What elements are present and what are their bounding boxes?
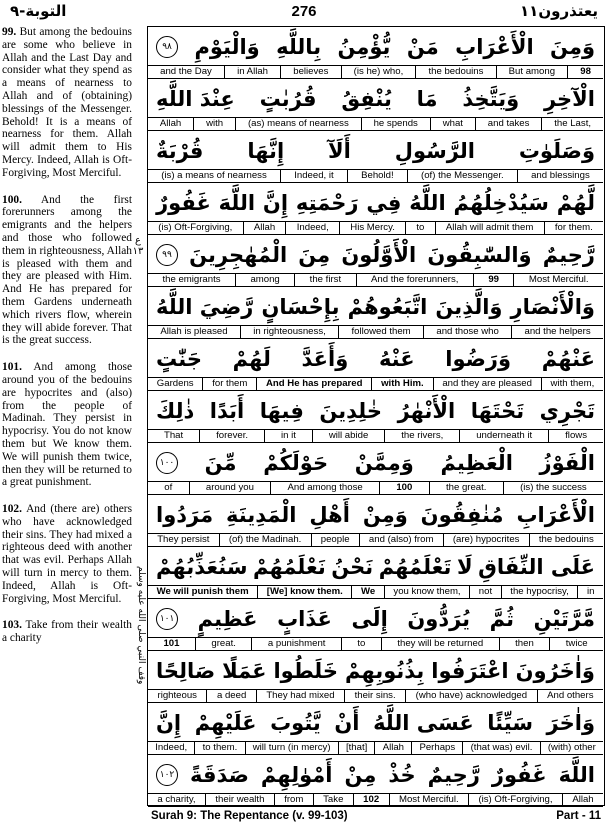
english-gloss-cell: great. bbox=[196, 638, 252, 650]
arabic-word: ذٰلِكَ bbox=[156, 399, 195, 423]
english-gloss-cell: 98 bbox=[580, 66, 591, 77]
english-gloss-cell: That bbox=[148, 430, 200, 442]
arabic-word: الْعَظِيمُ bbox=[440, 451, 513, 475]
english-gloss-cell: a punishment bbox=[252, 638, 342, 650]
english-gloss-cell: (is he) who, bbox=[342, 66, 417, 78]
arabic-word: أَمْوٰلِهِمْ bbox=[260, 763, 333, 787]
english-gloss-cell: believes bbox=[281, 66, 341, 78]
commentary-verse-103: 103. Take from their wealth a charity bbox=[2, 619, 132, 645]
english-gloss-cell: Behold! bbox=[348, 170, 408, 182]
english-gloss-cell: the bedouins bbox=[538, 534, 594, 545]
english-gloss-cell: 101 bbox=[148, 638, 196, 650]
english-gloss-cell: and those who bbox=[424, 326, 512, 338]
english-gloss-cell: And the forerunners, bbox=[357, 274, 474, 286]
arabic-word: وَمِمَّنْ bbox=[354, 451, 414, 475]
english-gloss-cell: flows bbox=[565, 430, 587, 441]
english-gloss-cell: with Him. bbox=[372, 378, 433, 390]
english-gloss-cell: their wealth bbox=[206, 794, 275, 806]
arabic-word: الْأَنْهٰرُ bbox=[397, 399, 456, 423]
arabic-line bbox=[148, 443, 603, 483]
english-gloss-cell: They had mixed bbox=[257, 690, 345, 702]
arabic-line bbox=[148, 235, 603, 275]
english-gloss-cell: with them, bbox=[550, 378, 595, 389]
english-gloss-cell: what bbox=[431, 118, 476, 130]
arabic-word: رَّحِيمٌ bbox=[427, 763, 480, 787]
arabic-word: مِنْ bbox=[344, 763, 377, 787]
arabic-word: وَيَتَّخِذُ bbox=[462, 87, 520, 111]
english-gloss-cell: among bbox=[236, 274, 295, 286]
arabic-word: وَالَّذِينَ bbox=[435, 295, 503, 319]
surah-label: التوبة-٩ bbox=[10, 2, 67, 20]
english-gloss-cell: Allah will admit them bbox=[436, 222, 545, 234]
english-gloss-cell: 99 bbox=[474, 274, 515, 286]
arabic-word: حَوْلَكُمْ bbox=[263, 451, 329, 475]
english-gloss-cell: 102 bbox=[354, 794, 390, 806]
english-gloss-line bbox=[148, 429, 603, 443]
arabic-word: أَبَدًا bbox=[209, 399, 245, 423]
arabic-word: يَّتُوبَ bbox=[270, 711, 321, 735]
arabic-line bbox=[148, 287, 603, 327]
juz-label: يعتذرون١١ bbox=[520, 2, 598, 20]
arabic-word: إِنَّ bbox=[262, 191, 289, 215]
english-gloss-cell: Allah bbox=[148, 118, 194, 130]
arabic-word: مُنٰفِقُونَ bbox=[420, 503, 504, 527]
english-gloss-line bbox=[148, 377, 603, 391]
english-gloss-cell: and they are pleased bbox=[434, 378, 542, 390]
arabic-word: بِاللَّهِ bbox=[276, 35, 322, 59]
english-gloss-cell: and takes bbox=[476, 118, 542, 130]
english-gloss-cell: And others bbox=[547, 690, 594, 701]
arabic-line bbox=[148, 755, 603, 795]
english-gloss-cell: [We] know them. bbox=[258, 586, 352, 598]
arabic-word: فِيهَا bbox=[259, 399, 304, 423]
arabic-line bbox=[148, 27, 603, 67]
arabic-word: وَالْأَنْصَارِ bbox=[510, 295, 595, 319]
arabic-word: اتَّبَعُوهُمْ bbox=[347, 295, 428, 319]
arabic-word: يُرَدُّونَ bbox=[407, 607, 471, 631]
english-gloss-cell: Allah bbox=[244, 222, 287, 234]
english-gloss-cell: in Allah bbox=[225, 66, 281, 78]
english-gloss-cell: We will punish them bbox=[148, 586, 258, 598]
ayah-number-marker: ١٠٠ bbox=[156, 452, 178, 474]
arabic-line bbox=[148, 131, 603, 171]
arabic-word: أَلَآ bbox=[328, 139, 351, 163]
arabic-word: مَنْ bbox=[406, 35, 439, 59]
english-gloss-cell: you know them, bbox=[385, 586, 470, 598]
arabic-word: الْأَعْرَابِ bbox=[516, 503, 595, 527]
ayah-number-marker: ١٠٢ bbox=[156, 764, 178, 786]
word-by-word-frame bbox=[147, 26, 605, 806]
commentary-verse-101: 101. And among those around you of the bedouins are hypocrites and (also) from the people of Madinah. They persist in hypocrisy. You do not know them but We know them. We will punish them twice, then they will be returned to a great punishment. bbox=[2, 361, 133, 489]
arabic-word: الرَّسُولِ bbox=[394, 139, 475, 163]
english-gloss-line bbox=[148, 325, 603, 339]
arabic-word: رَّضِيَ اللَّهُ bbox=[156, 295, 254, 319]
arabic-word: تَحْتَهَا bbox=[470, 399, 525, 423]
arabic-word: الْأَعْرَابِ bbox=[455, 35, 534, 59]
arabic-word: عِنْدَ اللَّهِ bbox=[156, 87, 235, 111]
english-gloss-line bbox=[148, 637, 603, 651]
arabic-word: عَلَى النِّفَاقِ bbox=[478, 555, 595, 579]
arabic-line bbox=[148, 599, 603, 639]
english-gloss-cell: the first bbox=[295, 274, 356, 286]
english-gloss-cell: (of) the Madinah. bbox=[220, 534, 312, 546]
ayah-number-marker: ١٠١ bbox=[156, 608, 178, 630]
arabic-word: قُرْبَةٌ bbox=[156, 139, 204, 163]
english-gloss-cell: the Last, bbox=[554, 118, 592, 129]
arabic-word: سَيُدْخِلُهُمُ bbox=[453, 191, 549, 215]
english-gloss-cell: people bbox=[312, 534, 360, 546]
commentary-verse-100: 100. And the first forerunners among the emigrants and the helpers and those who followed them in righteousness, Allah is pleased with them and they are pleased with Him. And He has prepared for them Gardens underneath which rivers flow, wherein they will abide forever. That is the great success. bbox=[2, 193, 133, 347]
english-gloss-cell: and the helpers bbox=[524, 326, 591, 337]
english-gloss-line bbox=[148, 221, 603, 235]
english-gloss-line bbox=[148, 585, 603, 599]
english-gloss-cell: Most Merciful. bbox=[528, 274, 589, 285]
english-gloss-cell: in righteousness, bbox=[241, 326, 339, 338]
arabic-word: عَسَى اللَّهُ bbox=[373, 711, 474, 735]
english-gloss-cell: And He has prepared bbox=[257, 378, 372, 390]
english-gloss-cell: the great. bbox=[430, 482, 504, 494]
commentary-verse-102: 102. And (there are) others who have acknowledged their sins. They had mixed a righteous deed with another that was evil. Perhaps Allah will turn in mercy to them. Indeed, Allah is Oft-Forgiving, Most Merciful. bbox=[2, 503, 132, 605]
arabic-line bbox=[148, 547, 603, 587]
english-gloss-cell: from bbox=[275, 794, 314, 806]
english-gloss-cell: a deed bbox=[207, 690, 256, 702]
translation-column bbox=[2, 26, 132, 806]
arabic-word: عَظِيمٍ bbox=[197, 607, 258, 631]
ruku-mark: ع ١٣ bbox=[132, 235, 144, 257]
arabic-word: خَلَطُوا bbox=[273, 659, 339, 683]
arabic-line bbox=[148, 183, 603, 223]
arabic-word: الْفَوْزُ bbox=[539, 451, 595, 475]
arabic-word: ثُمَّ bbox=[489, 607, 514, 631]
english-gloss-cell: underneath it bbox=[460, 430, 549, 442]
arabic-word: صَالِحًا bbox=[156, 659, 216, 683]
english-gloss-cell: 100 bbox=[380, 482, 430, 494]
arabic-word: الْأَوَّلُونَ bbox=[341, 243, 417, 267]
arabic-word: أَنْ bbox=[334, 711, 360, 735]
english-gloss-cell: will turn (in mercy) bbox=[246, 742, 339, 754]
arabic-word: اللَّهَ bbox=[558, 763, 595, 787]
english-gloss-cell: We bbox=[352, 586, 384, 598]
arabic-word: سَنُعَذِّبُهُمْ bbox=[156, 555, 248, 579]
arabic-word: نَعْلَمُهُمْ bbox=[253, 555, 326, 579]
english-gloss-line bbox=[148, 273, 603, 287]
arabic-word: تَعْلَمُهُمْ bbox=[378, 555, 452, 579]
arabic-word: إِلَى bbox=[351, 607, 388, 631]
arabic-word: إِنَّهَا bbox=[247, 139, 285, 163]
arabic-word: يُّؤْمِنُ bbox=[337, 35, 391, 59]
arabic-word: رَّحِيمٌ bbox=[542, 243, 595, 267]
english-gloss-cell: and (also) from bbox=[360, 534, 444, 546]
arabic-word: عَمَلًا bbox=[222, 659, 267, 683]
arabic-word: الْآخِرِ bbox=[543, 87, 595, 111]
english-gloss-cell: with bbox=[194, 118, 236, 130]
english-gloss-cell: to bbox=[342, 638, 382, 650]
english-gloss-line bbox=[148, 793, 603, 807]
english-gloss-line bbox=[148, 533, 603, 547]
arabic-word: رَحْمَتِهِ bbox=[295, 191, 359, 215]
english-gloss-cell: the emigrants bbox=[148, 274, 236, 286]
english-gloss-cell: a charity, bbox=[148, 794, 206, 806]
arabic-word: مَرَدُوا bbox=[156, 503, 214, 527]
english-gloss-cell: will abide bbox=[313, 430, 385, 442]
english-gloss-cell: His Mercy. bbox=[340, 222, 406, 234]
arabic-word: أَهْلِ bbox=[309, 503, 350, 527]
arabic-word: وَالْيَوْمِ bbox=[194, 35, 260, 59]
page-footer bbox=[147, 808, 605, 826]
english-gloss-cell: forever. bbox=[200, 430, 265, 442]
english-gloss-line bbox=[148, 689, 603, 703]
arabic-word: لَا bbox=[456, 555, 473, 579]
english-gloss-cell: to them. bbox=[195, 742, 245, 754]
arabic-line bbox=[148, 79, 603, 119]
english-gloss-line bbox=[148, 741, 603, 755]
english-gloss-cell: the hypocrisy, bbox=[502, 586, 579, 598]
english-gloss-line bbox=[148, 65, 603, 79]
footer-title: Surah 9: The Repentance (v. 99-103) bbox=[151, 810, 348, 822]
arabic-word: وَمِنَ bbox=[550, 35, 595, 59]
english-gloss-line bbox=[148, 481, 603, 495]
english-gloss-cell: the bedouins bbox=[416, 66, 496, 78]
arabic-word: وَأَعَدَّ bbox=[301, 347, 349, 371]
arabic-word: الْمَدِينَةِ bbox=[226, 503, 297, 527]
english-gloss-cell: (is) Oft-Forgiving, bbox=[469, 794, 563, 806]
arabic-word: وَالسّٰبِقُونَ bbox=[427, 243, 532, 267]
english-gloss-cell: (is) the success bbox=[520, 482, 587, 493]
english-gloss-cell: and blessings bbox=[531, 170, 590, 181]
english-gloss-cell: the rivers, bbox=[385, 430, 460, 442]
english-gloss-cell: righteous bbox=[148, 690, 207, 702]
arabic-word: خُذْ bbox=[388, 763, 416, 787]
english-gloss-line bbox=[148, 117, 603, 131]
arabic-line bbox=[148, 391, 603, 431]
arabic-word: عَنْهُ bbox=[378, 347, 415, 371]
english-gloss-cell: (as) means of nearness bbox=[236, 118, 362, 130]
arabic-word: سَيِّئًا bbox=[487, 711, 533, 735]
arabic-word: اللَّهُ bbox=[409, 191, 446, 215]
english-gloss-cell: Indeed, it bbox=[281, 170, 348, 182]
english-gloss-cell: to bbox=[406, 222, 436, 234]
english-gloss-cell: (is) a means of nearness bbox=[148, 170, 281, 182]
arabic-word: اعْتَرَفُوا bbox=[431, 659, 509, 683]
english-gloss-cell: Allah bbox=[572, 794, 594, 805]
page-number: 276 bbox=[291, 3, 317, 20]
ayah-number-marker: ٩٨ bbox=[156, 36, 178, 58]
english-gloss-cell: (who have) acknowledged bbox=[406, 690, 537, 702]
arabic-word: بِإِحْسَانٍ bbox=[261, 295, 340, 319]
english-gloss-cell: in it bbox=[265, 430, 313, 442]
english-gloss-cell: [that] bbox=[339, 742, 376, 754]
arabic-word: مِنَ bbox=[298, 243, 331, 267]
english-gloss-cell: then bbox=[500, 638, 551, 650]
ayah-number-marker: ٩٩ bbox=[156, 244, 178, 266]
english-gloss-cell: twice bbox=[565, 638, 588, 649]
footer-part: Part - 11 bbox=[556, 810, 601, 822]
arabic-word: عَنْهُمْ bbox=[541, 347, 595, 371]
arabic-word: بِذُنُوبِهِمْ bbox=[345, 659, 425, 683]
english-gloss-cell: Perhaps bbox=[412, 742, 463, 754]
arabic-line bbox=[148, 651, 603, 691]
english-gloss-cell: around you bbox=[190, 482, 272, 494]
english-gloss-cell: And among those bbox=[271, 482, 380, 494]
arabic-word: جَنّٰتٍ bbox=[156, 347, 202, 371]
arabic-line bbox=[148, 339, 603, 379]
english-gloss-cell: (with) other bbox=[547, 742, 596, 753]
english-gloss-line bbox=[148, 169, 603, 183]
english-gloss-cell: for them. bbox=[554, 222, 593, 233]
arabic-word: قُرُبٰتٍ bbox=[259, 87, 317, 111]
english-gloss-cell: Allah is pleased bbox=[148, 326, 241, 338]
arabic-word: صَدَقَةً bbox=[190, 763, 249, 787]
arabic-word: غَفُورٌ bbox=[156, 191, 211, 215]
english-gloss-cell: They persist bbox=[148, 534, 220, 546]
english-gloss-cell: not bbox=[470, 586, 502, 598]
arabic-word: وَاٰخَرُونَ bbox=[515, 659, 595, 683]
english-gloss-cell: he spends bbox=[362, 118, 431, 130]
arabic-word: تَجْرِي bbox=[539, 399, 595, 423]
arabic-word: فِي bbox=[366, 191, 402, 215]
arabic-line bbox=[148, 495, 603, 535]
margin-note: وقف النبي صلى الله عليه وسلم bbox=[136, 565, 146, 685]
english-gloss-cell: in bbox=[586, 586, 595, 597]
arabic-word: وَرَضُوا bbox=[445, 347, 512, 371]
arabic-word: خٰلِدِينَ bbox=[319, 399, 383, 423]
english-gloss-cell: (are) hypocrites bbox=[444, 534, 530, 546]
arabic-word: وَمِنْ bbox=[362, 503, 408, 527]
commentary-verse-99: 99. But among the bedouins are some who believe in Allah and the Last Day and consider what they spend as a means of nearness to Allah and of (obtaining) blessings of the Messenger. Behold! It is a means of nearness for them. Allah will admit them to His Mercy. Indeed, Allah is Oft-Forgiving, Most Merciful. bbox=[2, 26, 132, 179]
english-gloss-cell: Indeed, bbox=[148, 742, 195, 754]
arabic-word: عَذَابٍ bbox=[277, 607, 332, 631]
arabic-word: يُنْفِقُ bbox=[341, 87, 392, 111]
arabic-word: وَصَلَوٰتِ bbox=[518, 139, 595, 163]
english-gloss-cell: Take bbox=[314, 794, 354, 806]
arabic-word: لَهُمْ bbox=[232, 347, 271, 371]
english-gloss-cell: of bbox=[148, 482, 190, 494]
english-gloss-cell: But among bbox=[497, 66, 569, 78]
english-gloss-cell: followed them bbox=[339, 326, 424, 338]
english-gloss-cell: Allah bbox=[375, 742, 412, 754]
english-gloss-cell: Most Merciful. bbox=[390, 794, 469, 806]
english-gloss-cell: for them bbox=[203, 378, 257, 390]
arabic-word: عَلَيْهِمْ bbox=[194, 711, 257, 735]
arabic-word: الْمُهٰجِرِينَ bbox=[189, 243, 288, 267]
english-gloss-cell: they will be returned bbox=[382, 638, 500, 650]
page-header bbox=[0, 0, 608, 24]
arabic-word: نَحْنُ bbox=[331, 555, 374, 579]
english-gloss-cell: their sins. bbox=[345, 690, 406, 702]
english-gloss-cell: Indeed, bbox=[286, 222, 340, 234]
english-gloss-cell: (of) the Messenger. bbox=[408, 170, 518, 182]
english-gloss-cell: (is) Oft-Forgiving, bbox=[148, 222, 244, 234]
arabic-word: مَّرَّتَيْنِ bbox=[533, 607, 595, 631]
english-gloss-cell: (that was) evil. bbox=[463, 742, 540, 754]
arabic-word: مَا bbox=[416, 87, 438, 111]
english-gloss-cell: and the Day bbox=[148, 66, 225, 78]
arabic-word: إِنَّ bbox=[156, 711, 182, 735]
arabic-word: اللَّهَ bbox=[218, 191, 256, 215]
arabic-word: وَاٰخَرَ bbox=[546, 711, 595, 735]
arabic-line bbox=[148, 703, 603, 743]
arabic-word: لَّهُمْ bbox=[556, 191, 595, 215]
arabic-word: غَفُورٌ bbox=[491, 763, 547, 787]
english-gloss-cell: Gardens bbox=[148, 378, 203, 390]
arabic-word: مِّنَ bbox=[204, 451, 237, 475]
